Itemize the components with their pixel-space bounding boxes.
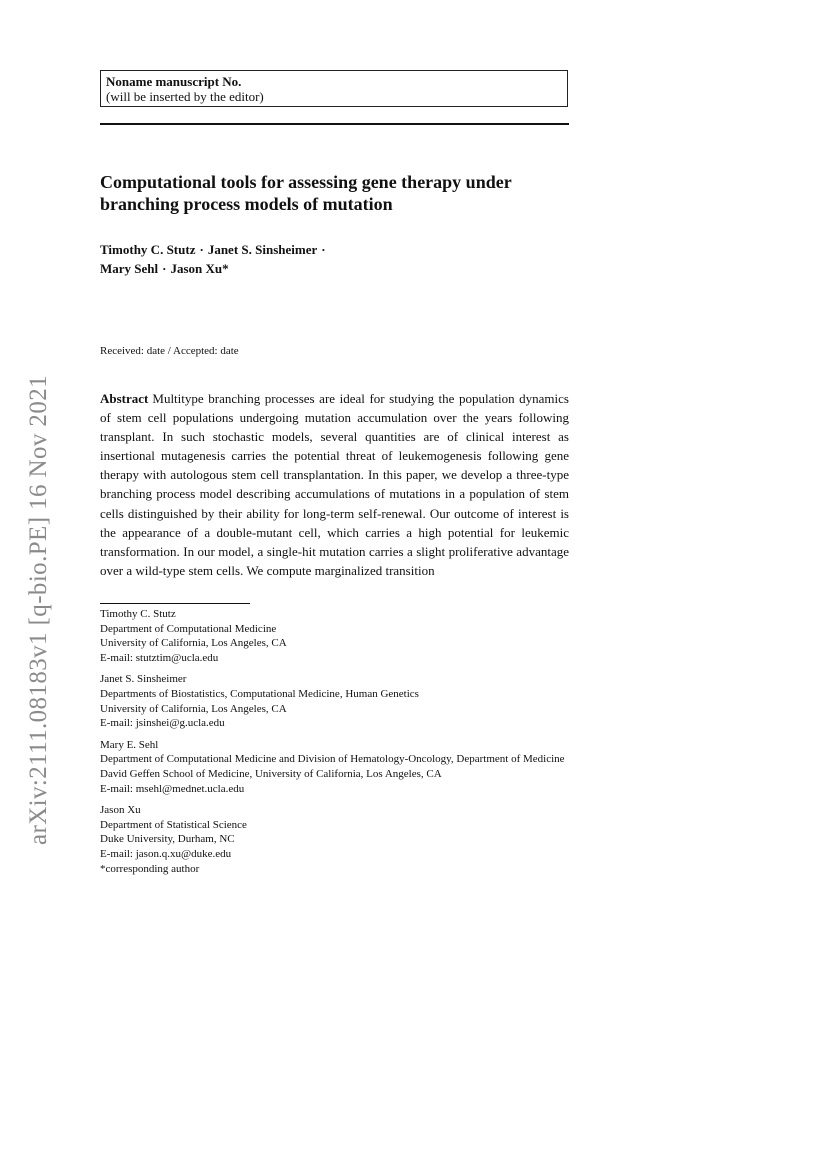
- affiliation-name: Jason Xu: [100, 804, 141, 817]
- editor-note: (will be inserted by the editor): [106, 89, 264, 104]
- author-name: Janet S. Sinsheimer: [207, 242, 318, 257]
- affiliation-block: [100, 607, 570, 665]
- affiliation-email: E-mail: msehl@mednet.ucla.edu: [100, 782, 245, 795]
- manuscript-number-label: Noname manuscript No.: [106, 74, 242, 89]
- affiliation-block: [100, 738, 570, 796]
- abstract: [100, 389, 569, 580]
- received-date: Received: date / Accepted: date: [100, 345, 239, 357]
- paper-title: Computational tools for assessing gene therapy under branching process models of mutation: [100, 172, 512, 214]
- footnote-rule: [100, 603, 250, 604]
- affiliation-line: Department of Statistical Science: [100, 818, 247, 831]
- arxiv-identifier: [14, 350, 64, 870]
- affiliation-line: University of California, Los Angeles, CA: [100, 702, 287, 715]
- author-name: Jason Xu*: [170, 261, 229, 276]
- header-rule: [100, 123, 569, 125]
- affiliation-email: E-mail: jsinshei@g.ucla.edu: [100, 717, 225, 730]
- affiliation-line: Department of Computational Medicine: [100, 622, 277, 635]
- affiliation-email: E-mail: stutztim@ucla.edu: [100, 651, 219, 664]
- author-name: Mary Sehl: [100, 261, 159, 276]
- affiliation-line: David Geffen School of Medicine, University of California, Los Angeles, CA: [100, 767, 442, 780]
- corresponding-author-note: *corresponding author: [100, 862, 200, 875]
- abstract-text: Multitype branching processes are ideal for studying the population dynamics of stem cell populations undergoing mutation accumulation over the years following transplant. In such stochastic models, several quantities are of clinical interest as insertional mutagenesis carries the potential threat of leukemogenesis following gene therapy with autologous stem cell transplantation. In this paper, we develop a three-type branching process model describing accumulations of mutations in a population of stem cells distinguished by their ability for long-term self-renewal. Our outcome of interest is the appearance of a double-mutant cell, which carries a high potential for leukemic transformation. In our model, a single-hit mutation carries a slight proliferative advantage over a wild-type stem cells. We compute marginalized transition: [100, 391, 569, 578]
- author-line-2: [100, 259, 570, 278]
- affiliation-line: Duke University, Durham, NC: [100, 833, 235, 846]
- author-separator: ·: [199, 242, 204, 257]
- affiliation-line: University of California, Los Angeles, CA: [100, 637, 287, 650]
- manuscript-number-box: [100, 70, 568, 107]
- abstract-label: Abstract: [100, 391, 149, 406]
- author-line-1: [100, 240, 570, 259]
- affiliation-line: Department of Computational Medicine and Division of Hematology-Oncology, Department of Medicine: [100, 753, 565, 766]
- affiliation-email: E-mail: jason.q.xu@duke.edu: [100, 847, 232, 860]
- affiliation-name: Timothy C. Stutz: [100, 608, 176, 620]
- affiliation-line: Departments of Biostatistics, Computational Medicine, Human Genetics: [100, 687, 419, 700]
- affiliation-name: Janet S. Sinsheimer: [100, 673, 187, 686]
- affiliation-name: Mary E. Sehl: [100, 738, 159, 751]
- author-separator: ·: [162, 261, 167, 276]
- affiliation-block: [100, 803, 570, 876]
- author-separator: ·: [321, 242, 326, 257]
- affiliation-block: [100, 672, 570, 730]
- author-affiliations: [100, 607, 570, 883]
- author-name: Timothy C. Stutz: [100, 242, 196, 257]
- author-list: [100, 240, 570, 278]
- arxiv-identifier-text: arXiv:2111.08183v1 [q-bio.PE] 16 Nov 2021: [25, 374, 52, 846]
